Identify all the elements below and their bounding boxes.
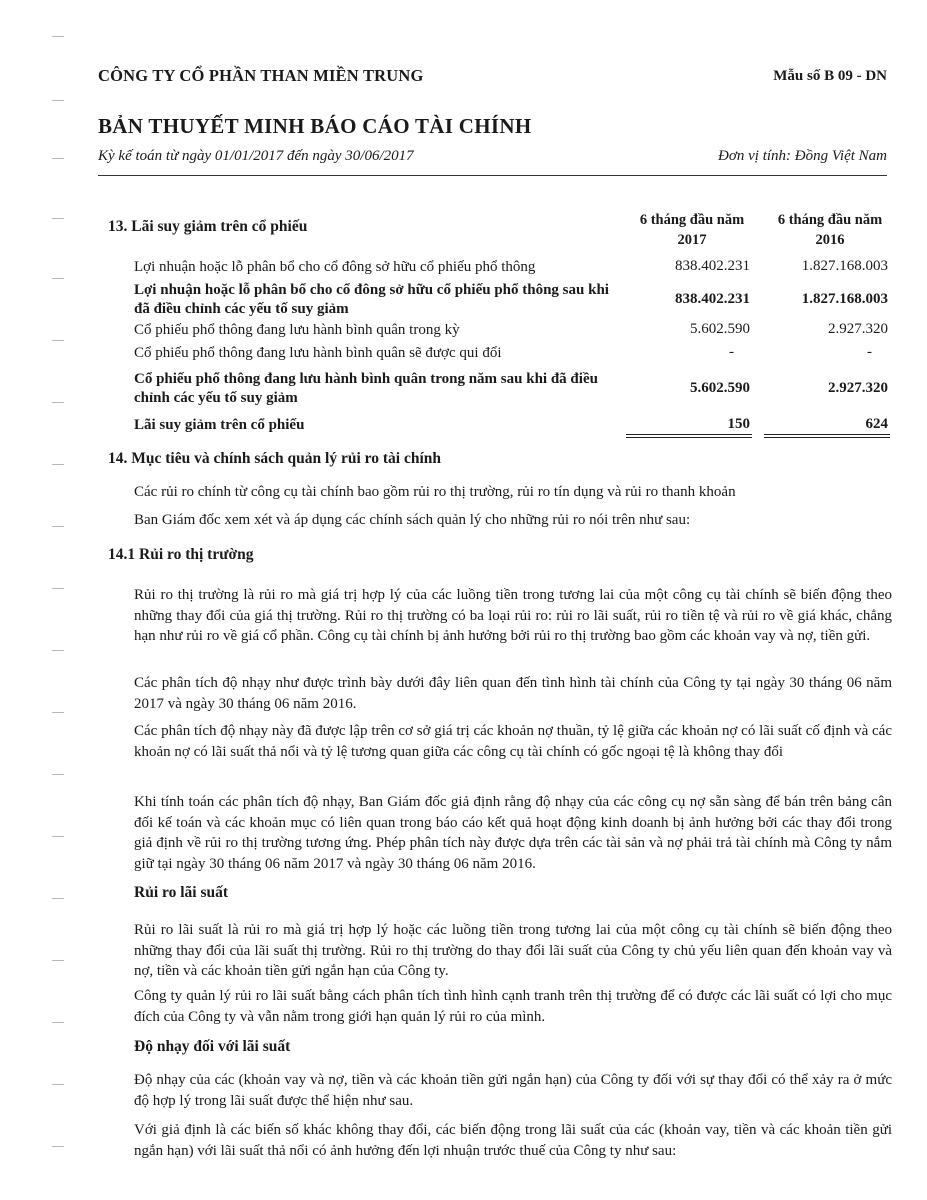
paragraph: Rủi ro thị trường là rủi ro mà giá trị hợp lý của các luồng tiền trong tương lai của một công cụ tài chính sẽ biến động theo những thay đổi của giá thị trường. Rủi ro thị trường có ba loại rủi ro: rủi ro lãi suất, rủi ro tiền tệ và rủi ro về giá khác, chẳng hạn như rủi ro về giá cổ phần. Công cụ tài chính bị ảnh hưởng bởi rủi ro thị trường bao gồm các khoản vay và nợ, tiền gửi.	[134, 587, 892, 644]
paragraph: Với giả định là các biến số khác không thay đổi, các biến động trong lãi suất của các (khoản vay, tiền và các khoản tiền gửi ngắn hạn) với lãi suất thả nổi có ảnh hưởng đến lợi nhuận trước thuế của Công ty như sau:	[134, 1122, 892, 1159]
paragraph: Độ nhạy của các (khoản vay và nợ, tiền và các khoản tiền gửi ngắn hạn) của Công ty đối với sự thay đổi có thể xảy ra ở mức độ hợp lý trong lãi suất được thể hiện như sau.	[134, 1072, 892, 1109]
column-header-2017: 6 tháng đầu năm 2017	[639, 212, 745, 248]
sensitivity-heading: Độ nhạy đối với lãi suất	[134, 1038, 291, 1055]
value-2016: 1.827.168.003	[801, 258, 888, 274]
page-header	[98, 66, 887, 90]
value-2016: 1.827.168.003	[801, 291, 888, 307]
margin-mark	[52, 1146, 64, 1147]
double-underline	[626, 434, 752, 438]
margin-mark	[52, 898, 64, 899]
section-13-heading: 13. Lãi suy giảm trên cổ phiếu	[108, 218, 308, 235]
margin-mark	[52, 1022, 64, 1023]
currency-unit: Đơn vị tính: Đồng Việt Nam	[718, 148, 887, 164]
value-2016: -	[867, 344, 872, 360]
section-14-1-heading: 14.1 Rủi ro thị trường	[108, 546, 254, 563]
paragraph: Các phân tích độ nhạy như được trình bày dưới đây liên quan đến tình hình tài chính của Công ty tại ngày 30 tháng 06 năm 2017 và ngày 30 tháng 06 năm 2016.	[134, 675, 892, 712]
row-label: Cổ phiếu phổ thông đang lưu hành bình quân trong năm sau khi đã điều chỉnh các yếu tố suy giảm	[134, 371, 598, 406]
value-2017: -	[729, 344, 734, 360]
row-label: Lợi nhuận hoặc lỗ phân bổ cho cổ đông sở hữu cổ phiếu phổ thông sau khi đã điều chỉnh các yếu tố suy giảm	[134, 282, 609, 317]
paragraph: Rủi ro lãi suất là rủi ro mà giá trị hợp lý hoặc các luồng tiền trong tương lai của một công cụ tài chính sẽ biến động theo những thay đổi của lãi suất thị trường. Rủi ro thị trường do thay đổi lãi suất của Công ty chủ yếu liên quan đến khoản vay và nợ, tiền và các khoản tiền gửi ngắn hạn của Công ty.	[134, 922, 892, 979]
value-2017: 5.602.590	[690, 321, 750, 337]
paragraph: Khi tính toán các phân tích độ nhạy, Ban Giám đốc giả định rằng độ nhạy của các công cụ nợ sẵn sàng để bán trên bảng cân đối kế toán và các khoản mục có liên quan trong báo cáo kết quả hoạt động kinh doanh bị ảnh hưởng bởi các thay đổi trong giả định về rủi ro thị trường tương ứng. Phép phân tích này được dựa trên các tài sản và nợ phải trả tài chính mà Công ty nắm giữ tại ngày 30 tháng 06 năm 2017 và ngày 30 tháng 06 năm 2016.	[134, 794, 892, 872]
row-label: Cổ phiếu phổ thông đang lưu hành bình quân trong kỳ	[134, 322, 460, 338]
form-number: Mẫu số B 09 - DN	[773, 68, 887, 84]
value-2017: 150	[727, 416, 750, 432]
margin-mark	[52, 278, 64, 279]
value-2016: 624	[865, 416, 888, 432]
margin-mark	[52, 712, 64, 713]
margin-mark	[52, 836, 64, 837]
company-name: CÔNG TY CỔ PHẦN THAN MIỀN TRUNG	[98, 66, 424, 85]
row-label: Lãi suy giảm trên cổ phiếu	[134, 417, 305, 433]
row-label: Lợi nhuận hoặc lỗ phân bổ cho cổ đông sở hữu cổ phiếu phổ thông	[134, 259, 536, 275]
paragraph: Các phân tích độ nhạy này đã được lập trên cơ sở giá trị các khoản nợ thuần, tỷ lệ giữa các khoản nợ có lãi suất cố định và các khoản nợ có lãi suất thả nổi và tỷ lệ tương quan giữa các công cụ tài chính có gốc ngoại tệ là không thay đổi	[134, 723, 892, 760]
margin-mark	[52, 36, 64, 37]
margin-mark	[52, 158, 64, 159]
paragraph: Công ty quản lý rủi ro lãi suất bằng cách phân tích tình hình cạnh tranh trên thị trường để có được các lãi suất có lợi cho mục đích của Công ty và vẫn nằm trong giới hạn quản lý rủi ro của mình.	[134, 988, 892, 1025]
margin-mark	[52, 100, 64, 101]
margin-mark	[52, 402, 64, 403]
margin-mark	[52, 218, 64, 219]
subtitle-line	[98, 148, 887, 170]
value-2016: 2.927.320	[828, 321, 888, 337]
margin-mark	[52, 464, 64, 465]
value-2016: 2.927.320	[828, 380, 888, 396]
margin-mark	[52, 1084, 64, 1085]
column-header-2016: 6 tháng đầu năm 2016	[777, 212, 883, 248]
margin-mark	[52, 340, 64, 341]
paragraph: Ban Giám đốc xem xét và áp dụng các chính sách quản lý cho những rủi ro nói trên như sau:	[134, 512, 691, 528]
margin-mark	[52, 774, 64, 775]
value-2017: 838.402.231	[675, 291, 750, 307]
margin-mark	[52, 526, 64, 527]
paragraph: Các rủi ro chính từ công cụ tài chính bao gồm rủi ro thị trường, rủi ro tín dụng và rủi ro thanh khoản	[134, 484, 736, 500]
document-title: BẢN THUYẾT MINH BÁO CÁO TÀI CHÍNH	[98, 114, 532, 138]
margin-mark	[52, 650, 64, 651]
row-label: Cổ phiếu phổ thông đang lưu hành bình quân sẽ được qui đổi	[134, 345, 502, 361]
interest-risk-heading: Rủi ro lãi suất	[134, 884, 229, 901]
margin-mark	[52, 960, 64, 961]
double-underline	[764, 434, 890, 438]
margin-mark	[52, 588, 64, 589]
value-2017: 5.602.590	[690, 380, 750, 396]
value-2017: 838.402.231	[675, 258, 750, 274]
header-divider	[98, 175, 887, 176]
accounting-period: Kỳ kế toán từ ngày 01/01/2017 đến ngày 30/06/2017	[98, 148, 414, 164]
section-14-heading: 14. Mục tiêu và chính sách quản lý rủi ro tài chính	[108, 450, 442, 467]
